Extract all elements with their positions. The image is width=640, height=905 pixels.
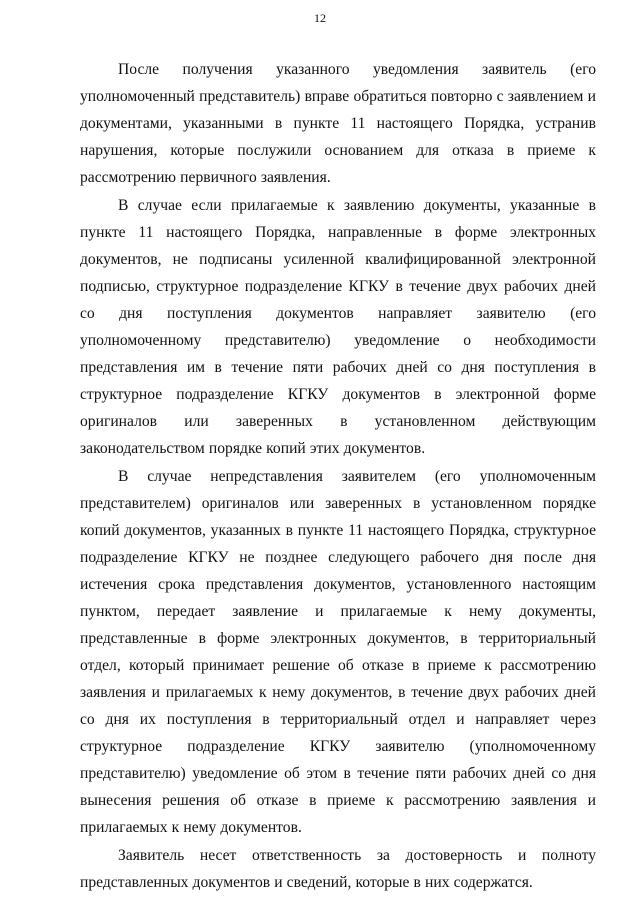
paragraph-1: После получения указанного уведомления заявитель (его уполномоченный представитель) вправе обратиться повторно с заявлением и документами, указанными в пункте 11 настоящего Порядка, устранив нарушения, которые послужили основанием для отказа в приеме к рассмотрению первичного заявления. xyxy=(80,61,596,186)
document-body xyxy=(80,56,596,897)
paragraph-2: В случае если прилагаемые к заявлению документы, указанные в пункте 11 настоящего Порядка, направленные в форме электронных документов, не подписаны усиленной квалифицированной электронной подписью, структурное подразделение КГКУ в течение двух рабочих дней со дня поступления документов направляет заявителю (его уполномоченному представителю) уведомление о необходимости представления им в течение пяти рабочих дней со дня поступления в структурное подразделение КГКУ документов в электронной форме оригиналов или заверенных в установленном действующим законодательством порядке копий этих документов. xyxy=(80,197,596,457)
paragraph-4: Заявитель несет ответственность за достоверность и полноту представленных документов и сведений, которые в них содержатся. xyxy=(80,847,596,891)
page-number: 12 xyxy=(314,11,326,25)
paragraph-3: В случае непредставления заявителем (его уполномоченным представителем) оригиналов или заверенных в установленном порядке копий документов, указанных в пункте 11 настоящего Порядка, структурное подразделение КГКУ не позднее следующего рабочего дня после дня истечения срока представления документов, установленного настоящим пунктом, передает заявление и прилагаемые к нему документы, представленные в форме электронных документов, в территориальный отдел, который принимает решение об отказе в приеме к рассмотрению заявления и прилагаемых к нему документов, в течение двух рабочих дней со дня их поступления в территориальный отдел и направляет через структурное подразделение КГКУ заявителю (уполномоченному представителю) уведомление об этом в течение пяти рабочих дней со дня вынесения решения об отказе в приеме к рассмотрению заявления и прилагаемых к нему документов. xyxy=(80,468,596,836)
